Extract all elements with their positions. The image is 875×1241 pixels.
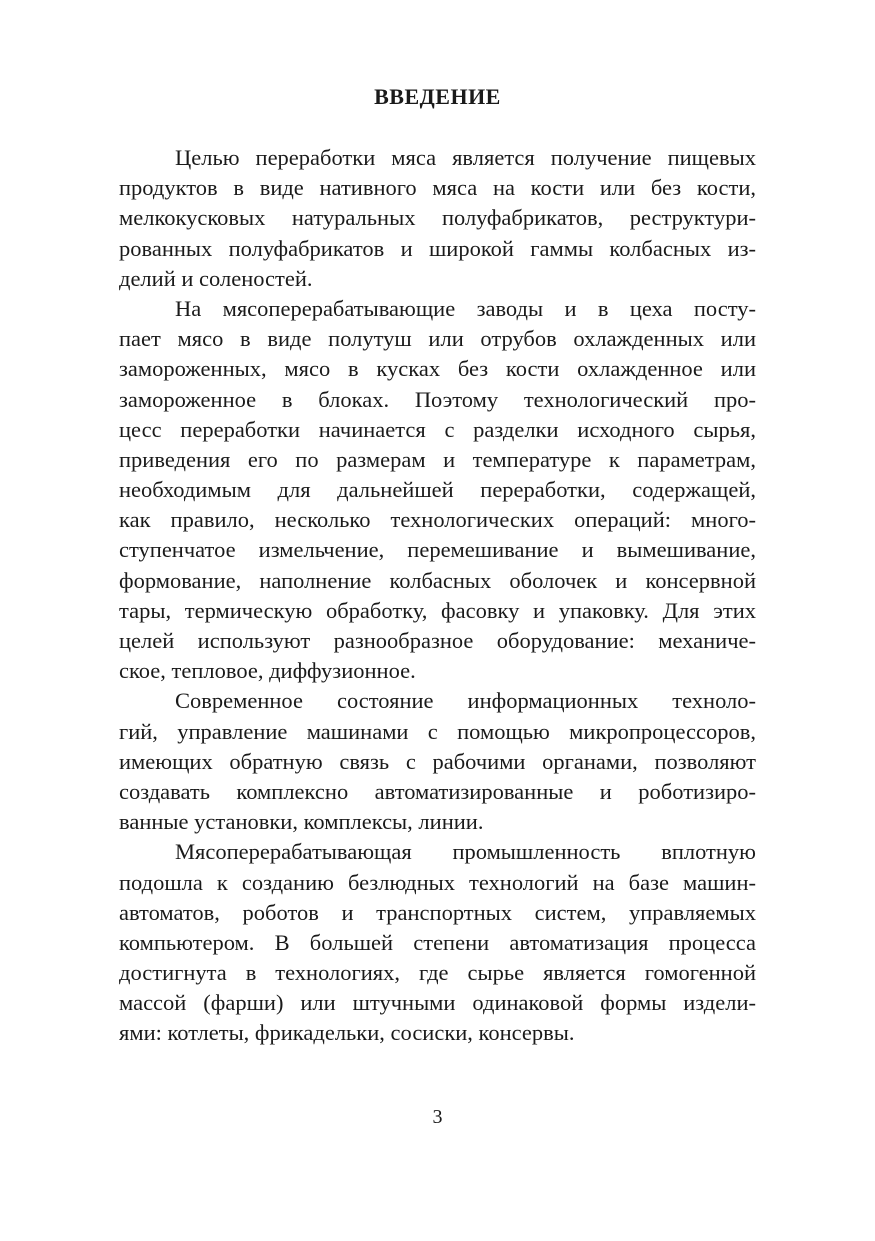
text-line: Целью переработки мяса является получение пищевых	[175, 145, 756, 170]
text-line: как правило, несколько технологических операций: много-	[119, 507, 756, 533]
text-line: подошла к созданию безлюдных технологий на базе машин-	[119, 869, 756, 895]
text-line: На мясоперерабатывающие заводы и в цеха посту-	[175, 295, 756, 321]
body-text	[119, 143, 756, 1049]
text-line: продуктов в виде нативного мяса на кости или без кости,	[119, 175, 756, 201]
text-line: гий, управление машинами с помощью микропроцессоров,	[119, 718, 756, 744]
text-line: формование, наполнение колбасных оболочек и консервной	[119, 567, 756, 593]
text-line: имеющих обратную связь с рабочими органами, позволяют	[119, 748, 756, 774]
text-line: достигнута в технологиях, где сырье является гомогенной	[119, 960, 756, 986]
text-line: Мясоперерабатывающая промышленность вплотную	[175, 839, 756, 865]
text-line: рованных полуфабрикатов и широкой гаммы колбасных из-	[119, 235, 756, 261]
text-line: приведения его по размерам и температуре к параметрам,	[119, 446, 756, 472]
page-title: ВВЕДЕНИЕ	[374, 84, 501, 109]
text-line: Современное состояние информационных техноло-	[175, 688, 756, 714]
page-number: 3	[432, 1106, 443, 1128]
text-line: ванные установки, комплексы, линии.	[119, 809, 484, 835]
text-line: необходимым для дальнейшей переработки, содержащей,	[119, 477, 756, 503]
text-line: замороженных, мясо в кусках без кости охлажденное или	[119, 356, 756, 382]
text-line: автоматов, роботов и транспортных систем, управляемых	[119, 899, 756, 925]
text-line: делий и соленостей.	[119, 265, 313, 291]
text-line: компьютером. В большей степени автоматизация процесса	[119, 929, 756, 955]
text-line: пает мясо в виде полутуш или отрубов охлажденных или	[119, 326, 756, 352]
text-line: ское, тепловое, диффузионное.	[119, 658, 416, 684]
text-line: массой (фарши) или штучными одинаковой формы издели-	[119, 990, 756, 1016]
text-line: создавать комплексно автоматизированные и роботизиро-	[119, 778, 756, 804]
text-line: ступенчатое измельчение, перемешивание и вымешивание,	[119, 537, 756, 563]
text-line: мелкокусковых натуральных полуфабрикатов, реструктури-	[119, 205, 756, 231]
text-line: целей используют разнообразное оборудование: механиче-	[119, 628, 756, 653]
text-line: тары, термическую обработку, фасовку и упаковку. Для этих	[119, 597, 756, 623]
text-line: замороженное в блоках. Поэтому технологический про-	[119, 386, 756, 412]
text-line: цесс переработки начинается с разделки исходного сырья,	[119, 416, 756, 442]
text-line: ями: котлеты, фрикадельки, сосиски, консервы.	[119, 1020, 575, 1046]
